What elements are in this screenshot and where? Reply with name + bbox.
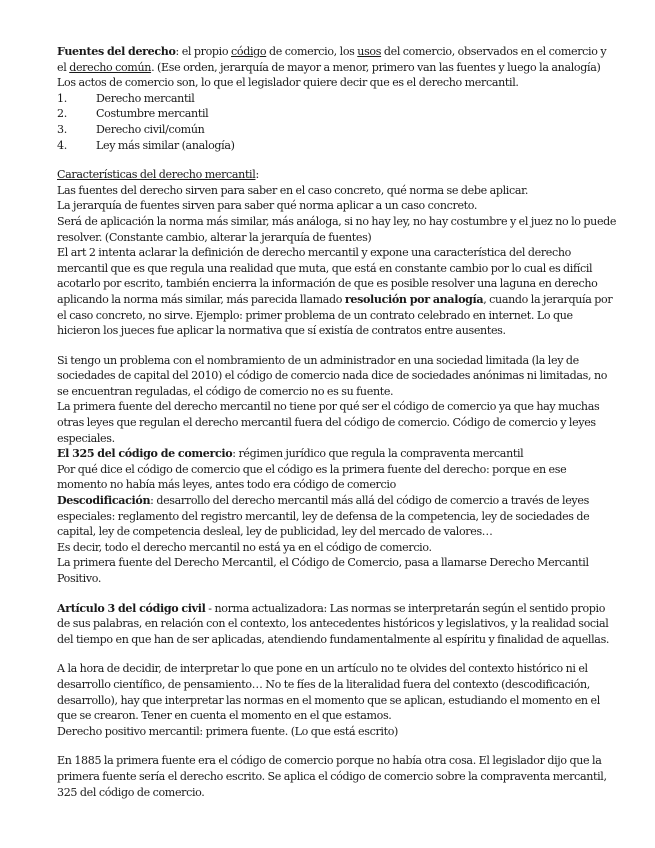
paragraph: Será de aplicación la norma más similar, más análoga, si no hay ley, no hay costumbre y el juez no lo puede resolver. (Constante cambio, alterar la jerarquía de fuentes) xyxy=(57,214,617,244)
paragraph: Es decir, todo el derecho mercantil no está ya en el código de comercio. xyxy=(57,540,432,554)
list-item: 1. Derecho mercantil xyxy=(57,91,195,105)
descodificacion-paragraph: Descodificación: desarrollo del derecho mercantil más allá del código de comercio a través de leyes especiales: reglamento del registro mercantil, ley de defensa de la competencia, ley de sociedades de capital, ley de competencia desleal, ley de publicidad, ley del mercado de valores… xyxy=(57,494,590,539)
paragraph: Si tengo un problema con el nombramiento de un administrador en una sociedad limitada (la ley de sociedades de capital del 2010) el código de comercio nada dice de sociedades anónimas ni limitadas, no se encuentran reguladas, el código de comercio no es su fuente. xyxy=(57,353,608,398)
paragraph: En 1885 la primera fuente era el código de comercio porque no había otra cosa. El legislador dijo que la primera fuente sería el derecho escrito. Se aplica el código de comercio sobre la compraventa mercantil, 325 del código de comercio. xyxy=(57,754,607,799)
spacer xyxy=(57,339,617,353)
list-item: 3. Derecho civil/común xyxy=(57,122,205,136)
fuentes-list xyxy=(57,91,617,153)
spacer xyxy=(57,153,617,167)
caracteristicas-heading: Características del derecho mercantil: xyxy=(57,168,259,182)
fuentes-heading: Fuentes del derecho xyxy=(57,45,176,58)
paragraph: La primera fuente del derecho mercantil no tiene por qué ser el código de comercio ya que hay muchas otras leyes que regulan el derecho mercantil fuera del código de comercio. Código de comercio y leyes especiales. xyxy=(57,400,600,445)
paragraph: La primera fuente del Derecho Mercantil, el Código de Comercio, pasa a llamarse Derecho Mercantil Positivo. xyxy=(57,556,589,585)
paragraph: Por qué dice el código de comercio que el código es la primera fuente del derecho: porque en ese momento no había más leyes, antes todo era código de comercio xyxy=(57,462,567,492)
spacer xyxy=(57,739,617,753)
paragraph: Las fuentes del derecho sirven para saber en el caso concreto, qué norma se debe aplicar. xyxy=(57,183,529,197)
spacer xyxy=(57,647,617,661)
paragraph: La jerarquía de fuentes sirven para saber qué norma aplicar a un caso concreto. xyxy=(57,199,478,213)
list-item: 2. Costumbre mercantil xyxy=(57,107,209,121)
list-item: 4. Ley más similar (analogía) xyxy=(57,138,235,152)
spacer xyxy=(57,587,617,601)
fuentes-paragraph: Fuentes del derecho: el propio código de comercio, los usos del comercio, observados en el comercio y el derecho común. (Ese orden, jerarquía de mayor a menor, primero van las fuentes y luego la analogía) xyxy=(57,45,607,74)
paragraph: Derecho positivo mercantil: primera fuente. (Lo que está escrito) xyxy=(57,724,399,738)
actos-comercio-line: Los actos de comercio son, lo que el legislador quiere decir que es el derecho mercantil. xyxy=(57,76,519,90)
paragraph: A la hora de decidir, de interpretar lo que pone en un artículo no te olvides del contexto histórico ni el desarrollo científico, de pensamiento… No te fíes de la literalidad fuera del contexto (descodificación, desarrollo), hay que interpretar las normas en el momento que se aplican, estudiando el momento en el que se crearon. Tener en cuenta el momento en el que estamos. xyxy=(57,662,600,723)
art2-paragraph: El art 2 intenta aclarar la definición de derecho mercantil y expone una característica del derecho mercantil que es que regula una realidad que muta, que está en constante cambio por lo cual es difícil acotarlo por escrito, también encierra la información de que es posible resolver una laguna en derecho aplicando la norma más similar, más parecida llamado resolución por analogía, cuando la jerarquía por el caso concreto, no sirve. Ejemplo: primer problema de un contrato celebrado en internet. Lo que hicieron los jueces fue aplicar la normativa que sí existía de contratos entre ausentes. xyxy=(57,246,613,338)
articulo3-paragraph: Artículo 3 del código civil - norma actualizadora: Las normas se interpretarán según el sentido propio de sus palabras, en relación con el contexto, los antecedentes históricos y legislativos, y la realidad social del tiempo en que han de ser aplicadas, atendiendo fundamentalmente al espíritu y finalidad de aquellas. xyxy=(57,601,610,646)
art325-paragraph: El 325 del código de comercio: régimen jurídico que regula la compraventa mercantil xyxy=(57,447,524,461)
